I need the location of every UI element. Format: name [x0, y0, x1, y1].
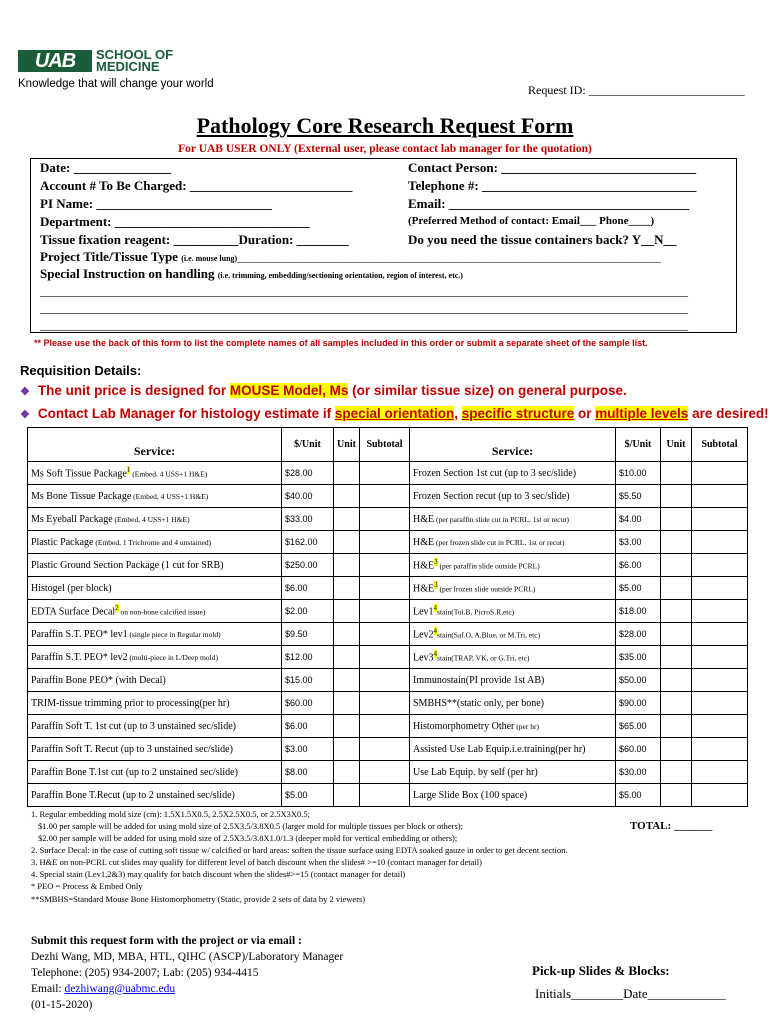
bullet2-sep-1: , — [454, 406, 462, 421]
subtotal-input[interactable] — [692, 761, 748, 784]
service-label: Plastic Ground Section Package (1 cut for SRB) — [31, 559, 224, 571]
unit-price: $9.50 — [282, 623, 334, 646]
requisition-heading: Requisition Details: — [20, 363, 142, 378]
department-field[interactable]: Department: ______________________________ — [40, 214, 310, 229]
service-header-left: Service: — [28, 428, 282, 462]
service-label: Ms Soft Tissue Package — [31, 468, 127, 480]
project-title-label: Project Title/Tissue Type — [40, 249, 178, 264]
unit-price: $3.00 — [616, 531, 661, 554]
unit-price: $250.00 — [282, 554, 334, 577]
subtotal-input[interactable] — [692, 577, 748, 600]
service-label: Ms Eyeball Package — [31, 513, 113, 525]
table-row — [28, 508, 748, 531]
unit-price: $28.00 — [282, 462, 334, 485]
footnote-ref: 4 — [433, 650, 438, 659]
school-name — [96, 49, 173, 73]
unit-price: $5.00 — [282, 784, 334, 807]
subtotal-input[interactable] — [360, 646, 410, 669]
unit-price: $33.00 — [282, 508, 334, 531]
manager-phone: Telephone: (205) 934-2007; Lab: (205) 934-4415 — [31, 967, 259, 979]
service-name — [410, 462, 616, 485]
bullet1-highlight: MOUSE Model, Ms — [229, 383, 349, 398]
unit-input[interactable] — [661, 646, 692, 669]
service-name — [28, 531, 282, 554]
footnote-ref: 4 — [433, 627, 438, 636]
service-name — [28, 715, 282, 738]
subtotal-input[interactable] — [360, 715, 410, 738]
service-label: Paraffin Soft T. Recut (up to 3 unstained sec/slide) — [31, 743, 233, 755]
service-label: H&E — [413, 583, 435, 595]
table-row — [28, 554, 748, 577]
unit-price: $15.00 — [282, 669, 334, 692]
special-instruction-label: Special Instruction on handling — [40, 266, 215, 281]
unit-input[interactable] — [661, 669, 692, 692]
service-note: (per paraffin slide cut in PCRL, 1st or recut) — [434, 514, 569, 524]
unit-price: $5.50 — [616, 485, 661, 508]
service-label: Histogel (per block) — [31, 582, 112, 594]
unit-input[interactable] — [661, 462, 692, 485]
unit-input[interactable] — [661, 508, 692, 531]
subtotal-input[interactable] — [692, 692, 748, 715]
unit-input[interactable] — [661, 577, 692, 600]
footnote-ref: 3 — [434, 558, 438, 567]
manager-name: Dezhi Wang, MD, MBA, HTL, QIHC (ASCP)/Laboratory Manager — [31, 951, 344, 963]
service-name — [28, 485, 282, 508]
subtotal-input[interactable] — [692, 600, 748, 623]
service-name — [28, 669, 282, 692]
table-row — [28, 485, 748, 508]
service-note: on non-bone calcified issue) — [118, 607, 206, 617]
table-row — [28, 462, 748, 485]
unit-input[interactable] — [334, 784, 360, 807]
service-label: Paraffin Bone T.Recut (up to 2 unstained sec/slide) — [31, 789, 235, 801]
service-name — [28, 623, 282, 646]
service-note: (per paraffin slide outside PCRL) — [437, 561, 540, 571]
footnote-ref: 1 — [126, 466, 131, 475]
service-note: (per frozen slide cut in PCRL, 1st or recut) — [434, 537, 565, 547]
unit-input[interactable] — [661, 715, 692, 738]
service-label: Frozen Section 1st cut (up to 3 sec/slide) — [413, 467, 577, 479]
unit-input[interactable] — [661, 623, 692, 646]
unit-input[interactable] — [334, 715, 360, 738]
subtotal-input[interactable] — [360, 784, 410, 807]
subtotal-input[interactable] — [360, 554, 410, 577]
unit-price: $3.00 — [282, 738, 334, 761]
service-label: Lev1 — [413, 606, 434, 618]
subtotal-input[interactable] — [360, 600, 410, 623]
price-header-left: $/Unit — [282, 428, 334, 462]
unit-price: $12.00 — [282, 646, 334, 669]
special-instruction-hint: (i.e. trimming, embedding/sectioning orientation, region of interest, etc.) — [217, 271, 463, 280]
unit-input[interactable] — [661, 485, 692, 508]
unit-price: $90.00 — [616, 692, 661, 715]
bullet2-text: Contact Lab Manager for histology estimate if — [37, 406, 335, 421]
project-title-line: _____________________________________________________________________________ — [237, 252, 661, 264]
unit-input[interactable] — [661, 761, 692, 784]
table-row — [28, 715, 748, 738]
bullet1-text: The unit price is designed for — [37, 383, 230, 398]
unit-input[interactable] — [661, 531, 692, 554]
subtotal-input[interactable] — [692, 738, 748, 761]
manager-email-row — [31, 981, 343, 997]
unit-input[interactable] — [334, 646, 360, 669]
subtotal-input[interactable] — [692, 646, 748, 669]
unit-header-right: Unit — [661, 428, 692, 462]
subtotal-input[interactable] — [360, 738, 410, 761]
service-name — [410, 669, 616, 692]
footnote-1c: $2.00 per sample will be added for using mold size of 2.5X3.5/3.8X1.0/1.3 (deeper mold for vertical embedding or others); — [38, 833, 458, 843]
service-name — [410, 738, 616, 761]
table-row — [28, 600, 748, 623]
service-name — [410, 715, 616, 738]
service-label: Paraffin Bone PEO* (with Decal) — [31, 674, 166, 686]
footnote-smbhs: **SMBHS=Standard Mouse Bone Histomorphometry (Static, provide 2 sets of data by 2 viewers) — [31, 894, 366, 904]
service-note: (Embed, 4 USS+1 H&E) — [130, 469, 208, 479]
form-date: (01-15-2020) — [31, 999, 93, 1011]
subtotal-input[interactable] — [692, 485, 748, 508]
special-instruction-field[interactable] — [40, 266, 463, 282]
service-label: Paraffin Soft T. 1st cut (up to 3 unstained sec/slide) — [31, 720, 236, 732]
service-name — [410, 600, 616, 623]
subtotal-input[interactable] — [692, 462, 748, 485]
submit-info — [31, 933, 343, 1013]
service-label: H&E — [413, 536, 435, 548]
service-name — [28, 646, 282, 669]
service-note: (Embed, 4 USS+1 H&E) — [131, 491, 209, 501]
unit-price: $35.00 — [616, 646, 661, 669]
footnote-peo: * PEO = Process & Embed Only — [31, 881, 143, 891]
unit-input[interactable] — [334, 531, 360, 554]
service-label: SMBHS**(static only, per bone) — [413, 697, 545, 709]
service-label: Histomorphometry Other — [413, 720, 515, 732]
service-note: stain(Saf.O, A.Blue, or M.Tri, etc) — [437, 630, 541, 640]
unit-input[interactable] — [334, 623, 360, 646]
bullet2-highlight-3: multiple levels — [595, 406, 689, 421]
service-name — [28, 462, 282, 485]
unit-input[interactable] — [661, 692, 692, 715]
pi-name-field[interactable]: PI Name: ___________________________ — [40, 196, 272, 211]
diamond-bullet-icon: ❖ — [20, 409, 30, 421]
service-name — [410, 761, 616, 784]
table-row — [28, 646, 748, 669]
subtotal-input[interactable] — [360, 508, 410, 531]
service-name — [410, 554, 616, 577]
service-note: stain(Tol.B, PicroS.R,etc) — [437, 607, 515, 617]
instruction-line-3[interactable]: ____________________________________________________________________________________________________________ — [40, 318, 688, 332]
service-label: Assisted Use Lab Equip.i.e.training(per hr) — [413, 743, 586, 755]
service-note: (Embed, 1 Trichrome and 4 unstained) — [93, 537, 212, 547]
bullet1-text-end: (or similar tissue size) on general purpose. — [348, 383, 627, 398]
service-label: TRIM-tissue trimming prior to processing(per hr) — [31, 697, 230, 709]
instruction-line-1[interactable]: ____________________________________________________________________________________________________________ — [40, 284, 688, 298]
service-label: Lev3 — [413, 652, 434, 664]
service-name — [410, 577, 616, 600]
service-label: H&E — [413, 513, 435, 525]
subtotal-input[interactable] — [360, 669, 410, 692]
email-field[interactable]: Email: _____________________________________ — [408, 196, 690, 211]
table-row — [28, 623, 748, 646]
unit-price: $28.00 — [616, 623, 661, 646]
unit-price: $6.00 — [282, 577, 334, 600]
page-title: Pathology Core Research Request Form — [196, 113, 574, 138]
price-header-right: $/Unit — [616, 428, 661, 462]
table-row — [28, 738, 748, 761]
subtotal-input[interactable] — [692, 669, 748, 692]
unit-price: $2.00 — [282, 600, 334, 623]
email-label: Email: — [31, 983, 65, 995]
subtotal-input[interactable] — [360, 485, 410, 508]
subtotal-input[interactable] — [360, 623, 410, 646]
telephone-field[interactable]: Telephone #: _________________________________ — [408, 178, 697, 193]
sample-list-note: ** Please use the back of this form to list the complete names of all samples included in this order or submit a separate sheet of the sample list. — [34, 338, 648, 348]
service-name — [410, 485, 616, 508]
service-name — [410, 692, 616, 715]
fixation-field[interactable]: Tissue fixation reagent: __________Duration: ________ — [40, 232, 349, 247]
school-line-2: MEDICINE — [96, 59, 160, 74]
service-name — [28, 577, 282, 600]
unit-price: $60.00 — [282, 692, 334, 715]
service-note: (single piece in Regular mold) — [127, 629, 221, 639]
manager-email-link[interactable]: dezhiwang@uabmc.edu — [64, 983, 176, 995]
bullet-contact-manager — [20, 406, 769, 421]
unit-input[interactable] — [334, 577, 360, 600]
unit-price: $50.00 — [616, 669, 661, 692]
project-title-field[interactable] — [40, 249, 661, 265]
unit-input[interactable] — [334, 692, 360, 715]
unit-price: $4.00 — [616, 508, 661, 531]
service-label: Frozen Section recut (up to 3 sec/slide) — [413, 490, 570, 502]
initials-date-field[interactable]: Initials________Date____________ — [535, 986, 726, 1001]
unit-price: $5.00 — [616, 784, 661, 807]
service-name — [28, 692, 282, 715]
service-name — [28, 761, 282, 784]
bullet2-text-end: are desired! — [688, 406, 769, 421]
subtotal-input[interactable] — [360, 761, 410, 784]
footnote-ref: 3 — [434, 581, 438, 590]
footnote-3: 3. H&E on non-PCRL cut slides may qualify for different level of batch discount when the slides# >=10 (contact manager for detail) — [31, 857, 482, 867]
service-name — [410, 508, 616, 531]
service-name — [28, 554, 282, 577]
bullet2-highlight-2: specific structure — [461, 406, 575, 421]
service-name — [28, 784, 282, 807]
subtotal-header-right: Subtotal — [692, 428, 748, 462]
uab-logo-mark: UAB — [18, 50, 92, 72]
unit-price: $8.00 — [282, 761, 334, 784]
service-name — [410, 623, 616, 646]
total-field[interactable]: TOTAL: _______ — [630, 820, 713, 832]
bullet2-sep-2: or — [574, 406, 596, 421]
table-header-row — [28, 428, 748, 462]
service-name — [28, 508, 282, 531]
unit-input[interactable] — [334, 462, 360, 485]
service-label: H&E — [413, 560, 435, 572]
preferred-contact[interactable]: (Preferred Method of contact: Email___ Phone____) — [408, 215, 655, 227]
service-label: Lev2 — [413, 629, 434, 641]
service-header-right: Service: — [410, 428, 616, 462]
service-table — [27, 427, 748, 807]
subtotal-input[interactable] — [360, 692, 410, 715]
service-name — [410, 531, 616, 554]
request-id-field[interactable]: Request ID: __________________________ — [528, 83, 745, 97]
service-note: (Embed, 4 USS+1 H&E) — [112, 514, 190, 524]
footnote-1b: $1.00 per sample will be added for using mold size of 2.5X3.5/3.8X0.5 (larger mold for multiple tissues per block or others); — [38, 821, 463, 831]
subtotal-input[interactable] — [692, 508, 748, 531]
unit-input[interactable] — [661, 784, 692, 807]
footnote-1a: 1. Regular embedding mold size (cm): 1.5X1.5X0.5, 2.5X2.5X0.5, or 2.5X3X0.5; — [31, 809, 311, 819]
unit-price: $6.00 — [616, 554, 661, 577]
service-label: Ms Bone Tissue Package — [31, 490, 132, 502]
unit-input[interactable] — [334, 761, 360, 784]
table-row — [28, 577, 748, 600]
logo-tagline: Knowledge that will change your world — [18, 78, 214, 90]
table-row — [28, 761, 748, 784]
service-name — [410, 784, 616, 807]
unit-input[interactable] — [661, 600, 692, 623]
unit-input[interactable] — [334, 508, 360, 531]
footnote-4: 4. Special stain (Lev1,2&3) may qualify for batch discount when the slides#>=15 (contact manager for detail) — [31, 869, 406, 879]
subtotal-input[interactable] — [692, 623, 748, 646]
unit-input[interactable] — [661, 738, 692, 761]
subtotal-input[interactable] — [692, 554, 748, 577]
instruction-line-2[interactable]: ____________________________________________________________________________________________________________ — [40, 301, 688, 315]
service-label: Large Slide Box (100 space) — [413, 789, 528, 801]
unit-input[interactable] — [334, 554, 360, 577]
service-label: Paraffin S.T. PEO* lev2 — [31, 651, 128, 663]
service-label: Immunostain(PI provide 1st AB) — [413, 674, 545, 686]
unit-price: $40.00 — [282, 485, 334, 508]
service-name — [28, 738, 282, 761]
unit-input[interactable] — [334, 738, 360, 761]
school-line-1: SCHOOL OF — [96, 47, 174, 62]
unit-price: $5.00 — [616, 577, 661, 600]
bullet2-highlight-1: special orientation — [334, 406, 455, 421]
footnote-2: 2. Surface Decal: in the case of cutting soft tissue w/ calcified or hard areas: soften the tissue surface using EDTA soaked gauze in order to get decent section. — [31, 845, 568, 855]
service-note: stain(TRAP, VK, or G.Tri, etc) — [437, 653, 530, 663]
service-label: Use Lab Equip. by self (per hr) — [413, 766, 538, 778]
service-table-body — [28, 462, 748, 807]
table-row — [28, 531, 748, 554]
subtitle-uab-only: For UAB USER ONLY (External user, please contact lab manager for the quotation) — [178, 143, 592, 155]
service-note: (per hr) — [514, 721, 539, 731]
unit-header-left: Unit — [334, 428, 360, 462]
subtotal-input[interactable] — [692, 784, 748, 807]
bullet-unit-price — [20, 383, 627, 398]
footnote-ref: 2 — [115, 604, 119, 613]
service-name — [410, 646, 616, 669]
unit-price: $18.00 — [616, 600, 661, 623]
unit-input[interactable] — [661, 554, 692, 577]
service-label: Paraffin Bone T.1st cut (up to 2 unstained sec/slide) — [31, 766, 238, 778]
service-label: Plastic Package — [31, 536, 94, 548]
containers-back-question[interactable]: Do you need the tissue containers back? Y__N__ — [408, 232, 677, 247]
service-label: Paraffin S.T. PEO* lev1 — [31, 628, 128, 640]
subtotal-input[interactable] — [692, 531, 748, 554]
unit-price: $162.00 — [282, 531, 334, 554]
service-label: EDTA Surface Decal — [31, 606, 116, 618]
unit-price: $60.00 — [616, 738, 661, 761]
unit-price: $30.00 — [616, 761, 661, 784]
unit-input[interactable] — [334, 485, 360, 508]
submit-heading: Submit this request form with the project or via email : — [31, 935, 302, 947]
subtotal-header-left: Subtotal — [360, 428, 410, 462]
pickup-heading: Pick-up Slides & Blocks: — [532, 963, 670, 978]
table-row — [28, 669, 748, 692]
subtotal-input[interactable] — [360, 577, 410, 600]
subtotal-input[interactable] — [360, 531, 410, 554]
table-row — [28, 692, 748, 715]
unit-price: $65.00 — [616, 715, 661, 738]
project-title-hint: (i.e. mouse lung) — [181, 254, 238, 263]
subtotal-input[interactable] — [692, 715, 748, 738]
unit-input[interactable] — [334, 669, 360, 692]
subtotal-input[interactable] — [360, 462, 410, 485]
service-name — [28, 600, 282, 623]
footnote-ref: 4 — [433, 604, 438, 613]
unit-price: $10.00 — [616, 462, 661, 485]
table-row — [28, 784, 748, 807]
unit-price: $6.00 — [282, 715, 334, 738]
contact-person-field[interactable]: Contact Person: ______________________________ — [408, 160, 697, 175]
service-note: (multi-piece in L/Deep mold) — [127, 652, 218, 662]
account-field[interactable]: Account # To Be Charged: _________________________ — [40, 178, 353, 193]
date-field[interactable]: Date: _______________ — [40, 160, 172, 175]
diamond-bullet-icon: ❖ — [20, 386, 30, 398]
service-note: (per frozen slide outside PCRL) — [437, 584, 536, 594]
unit-input[interactable] — [334, 600, 360, 623]
